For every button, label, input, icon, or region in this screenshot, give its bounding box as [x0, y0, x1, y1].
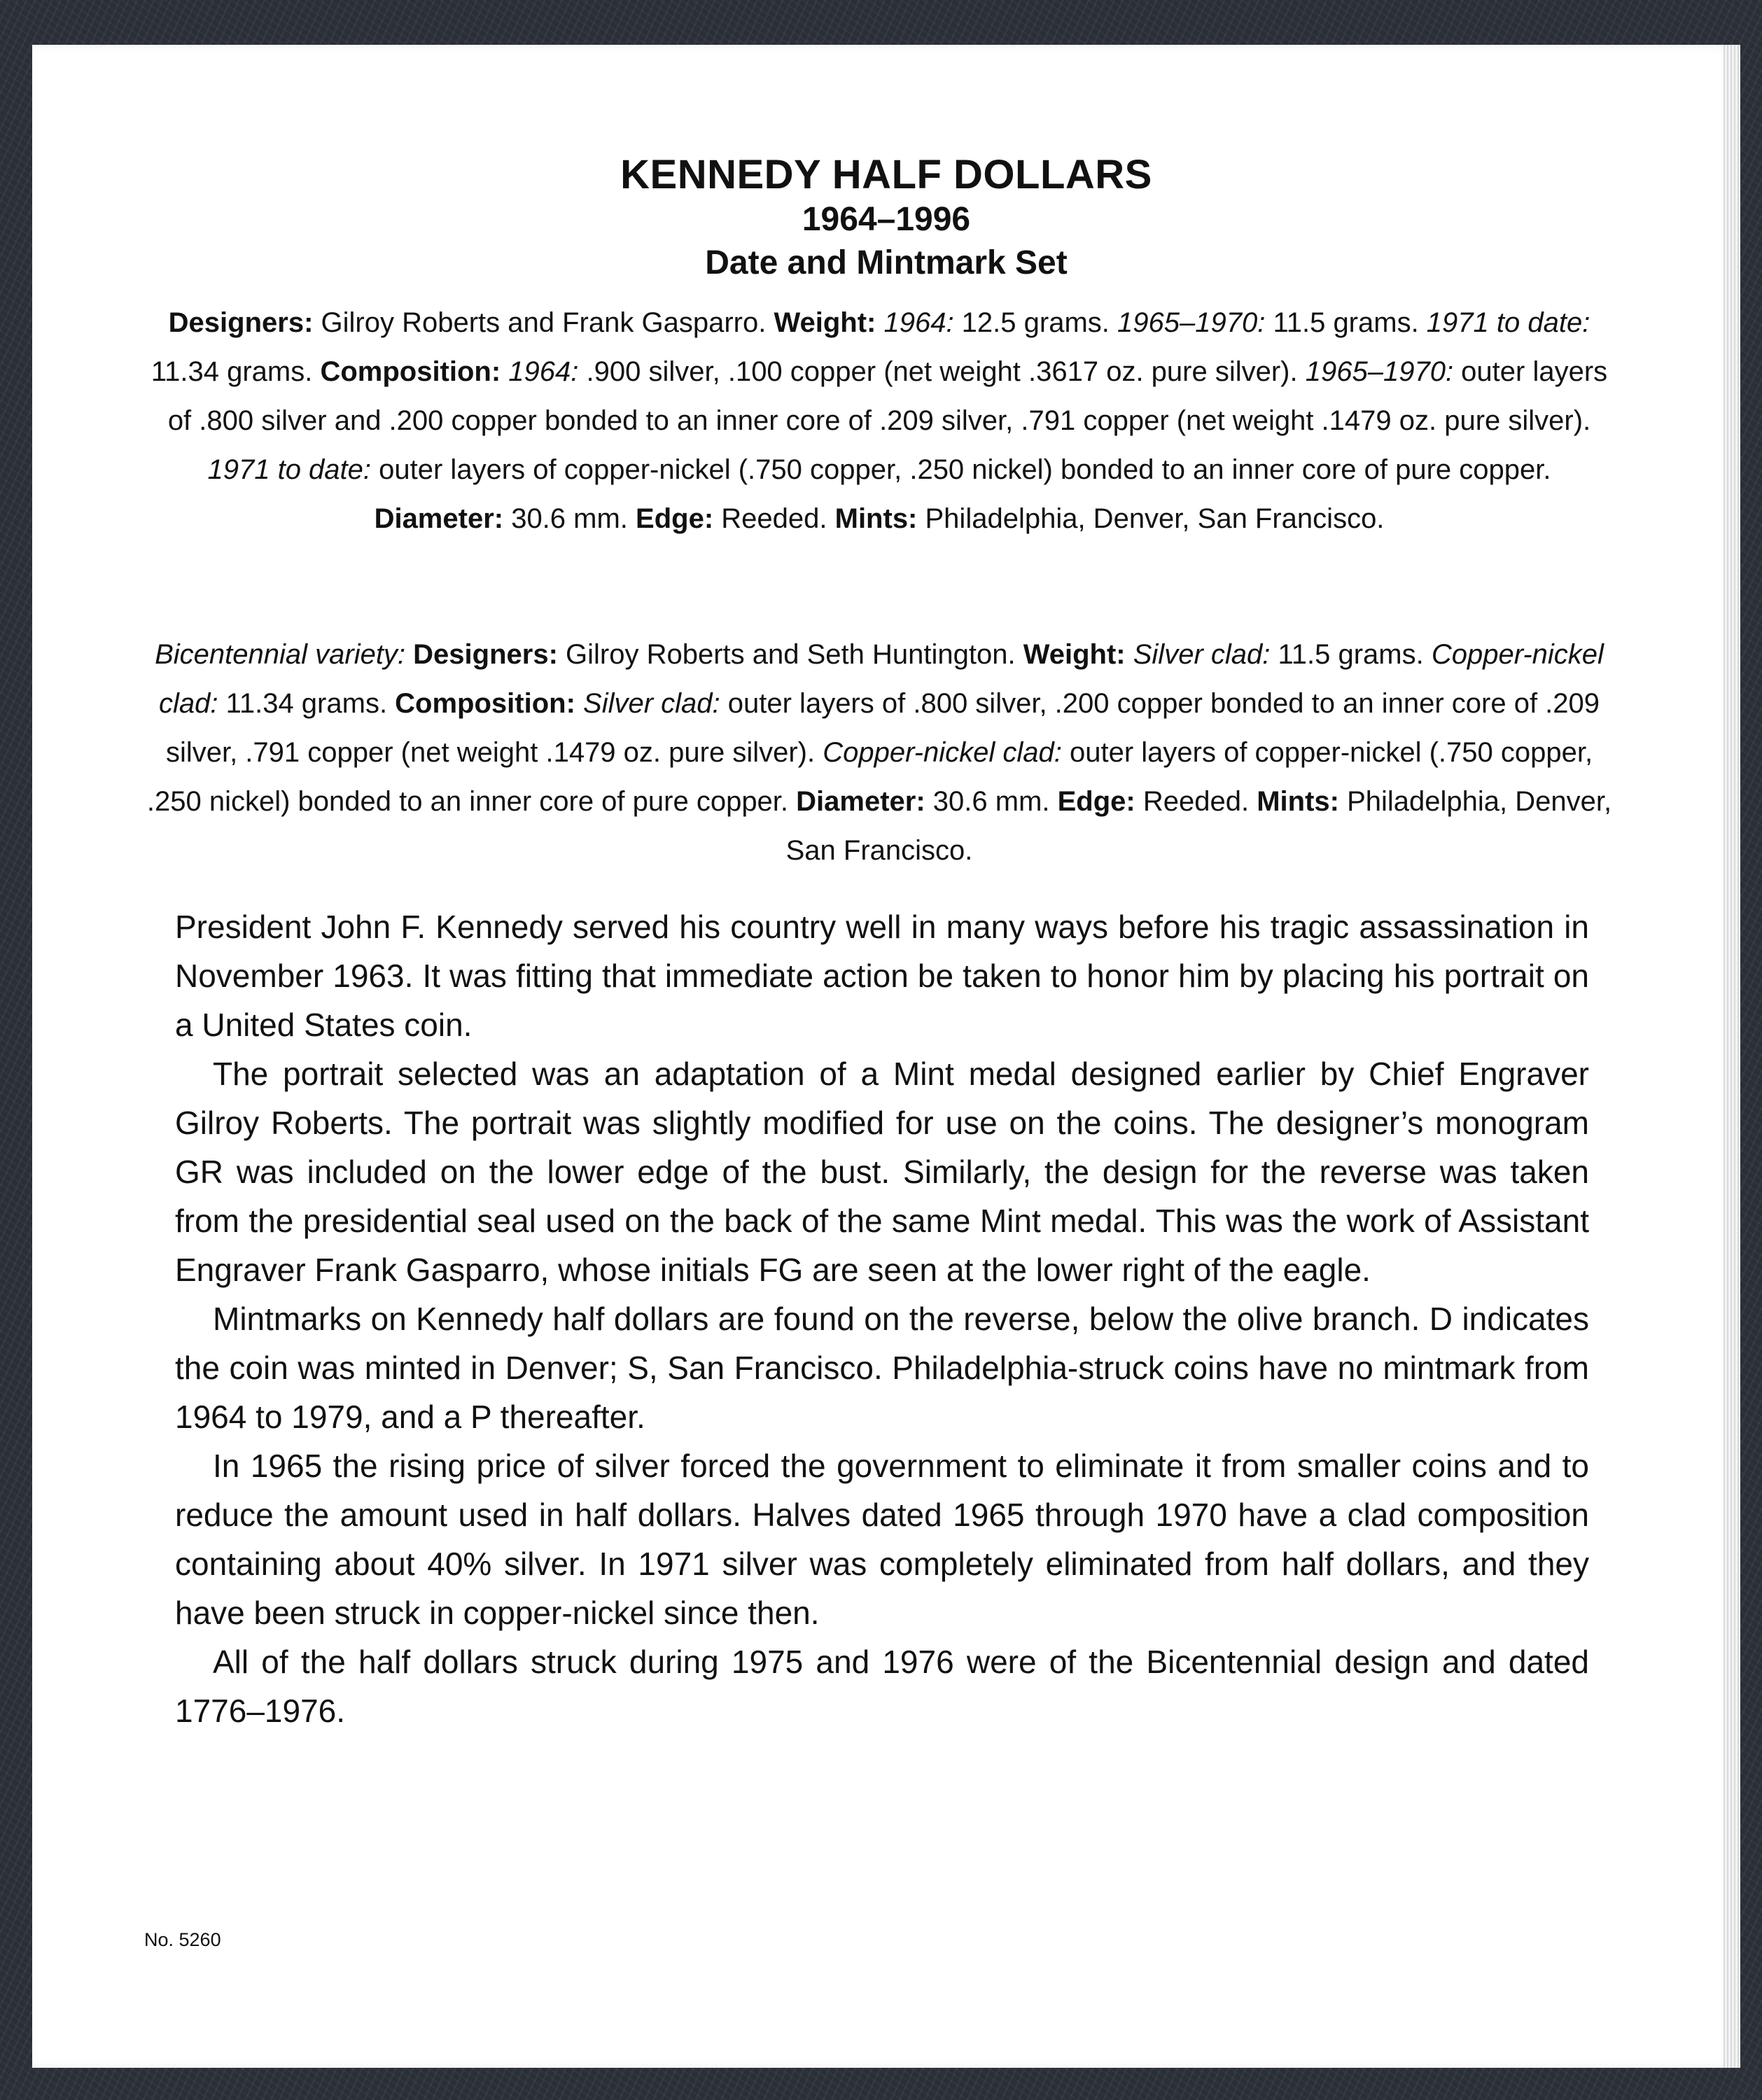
catalog-number: No. 5260: [144, 1929, 221, 1950]
spec-value: outer layers of .800 silver and .200 copper bonded to an inner core of .209 silver, .791 copper (net weight .1479 oz. pure silver).: [167, 356, 1608, 436]
paragraph: All of the half dollars struck during 1975 and 1976 were of the Bicentennial design and dated 1776–1976.: [175, 1644, 1589, 1729]
year-range: 1964–1996: [802, 201, 971, 238]
spec-value: outer layers of copper-nickel (.750 copper, .250 nickel) bonded to an inner core of pure copper.: [146, 737, 1593, 817]
paragraph: President John F. Kennedy served his country well in many ways before his tragic assassination in November 1963. It was fitting that immediate action be taken to honor him by placing his portrait on a United States coin.: [175, 909, 1589, 1043]
spec-value: 30.6 mm.: [925, 786, 1058, 817]
spec-label: Edge:: [636, 503, 714, 534]
specifications-bicentennial: [144, 630, 1614, 875]
spec-sublabel: 1964:: [501, 356, 579, 387]
spec-label: Edge:: [1057, 786, 1135, 817]
spec-value: 11.5 grams.: [1270, 639, 1432, 670]
spec-label: Mints:: [834, 503, 918, 534]
specifications-regular: [144, 298, 1614, 543]
spec-sublabel: Bicentennial variety:: [155, 639, 406, 670]
spec-sublabel: 1965–1970:: [1305, 356, 1454, 387]
spec-sublabel: Silver clad:: [575, 688, 720, 719]
spec-label: Mints:: [1257, 786, 1339, 817]
spec-sublabel: 1971 to date:: [207, 454, 372, 485]
spec-value: Philadelphia, Denver, San Francisco.: [917, 503, 1385, 534]
spec-value: 11.5 grams.: [1265, 307, 1427, 338]
spec-sublabel: 1964:: [876, 307, 954, 338]
spec-value: .900 silver, .100 copper (net weight .3617 oz. pure silver).: [578, 356, 1306, 387]
paragraph: In 1965 the rising price of silver forced the government to eliminate it from smaller coins and to reduce the amount used in half dollars. Halves dated 1965 through 1970 have a clad composition containing about 40% silver. In 1971 silver was completely eliminated from half dollars, and they have been struck in copper-nickel since then.: [175, 1448, 1589, 1631]
spec-value: outer layers of copper-nickel (.750 copper, .250 nickel) bonded to an inner core of pure copper.: [371, 454, 1551, 485]
spec-value: Reeded.: [713, 503, 835, 534]
album-page: [32, 45, 1740, 2068]
page-title: KENNEDY HALF DOLLARS: [620, 152, 1152, 197]
spec-label: Designers:: [405, 639, 558, 670]
spec-value: 11.34 grams.: [151, 356, 321, 387]
spec-value: Reeded.: [1135, 786, 1257, 817]
spec-sublabel: Copper-nickel clad:: [823, 737, 1062, 768]
spec-value: 11.34 grams.: [218, 688, 396, 719]
spec-label: Composition:: [395, 688, 575, 719]
spec-label: Diameter:: [374, 503, 504, 534]
spec-value: 30.6 mm.: [503, 503, 636, 534]
spec-value: outer layers of .800 silver, .200 copper bonded to an inner core of .209 silver, .791 copper (net weight .1479 oz. pure silver).: [165, 688, 1600, 768]
spec-label: Diameter:: [796, 786, 925, 817]
spec-sublabel: Silver clad:: [1125, 639, 1271, 670]
history-text: [175, 902, 1589, 1735]
paragraph: Mintmarks on Kennedy half dollars are found on the reverse, below the olive branch. D indicates the coin was minted in Denver; S, San Francisco. Philadelphia-struck coins have no mintmark from 1964 to 1979, and a P thereafter.: [175, 1301, 1589, 1435]
spec-value: Gilroy Roberts and Frank Gasparro.: [313, 307, 774, 338]
page-edge: [1723, 45, 1740, 2068]
spec-label: Weight:: [1023, 639, 1126, 670]
spec-value: Gilroy Roberts and Seth Huntington.: [557, 639, 1023, 670]
spec-label: Designers:: [168, 307, 314, 338]
paragraph: The portrait selected was an adaptation of a Mint medal designed earlier by Chief Engraver Gilroy Roberts. The portrait was slightly modified for use on the coins. The designer’s monogram GR was included on the lower edge of the bust. Similarly, the design for the reverse was taken from the presidential seal used on the back of the same Mint medal. This was the work of Assistant Engraver Frank Gasparro, whose initials FG are seen at the lower right of the eagle.: [175, 1056, 1589, 1288]
spec-label: Composition:: [320, 356, 501, 387]
set-name: Date and Mintmark Set: [705, 244, 1068, 281]
spec-sublabel: Copper-nickel clad:: [158, 639, 1604, 719]
spec-sublabel: 1971 to date:: [1426, 307, 1590, 338]
spec-label: Weight:: [774, 307, 876, 338]
spec-value: Philadelphia, Denver, San Francisco.: [785, 786, 1612, 866]
spec-value: 12.5 grams.: [953, 307, 1117, 338]
spec-sublabel: 1965–1970:: [1117, 307, 1266, 338]
